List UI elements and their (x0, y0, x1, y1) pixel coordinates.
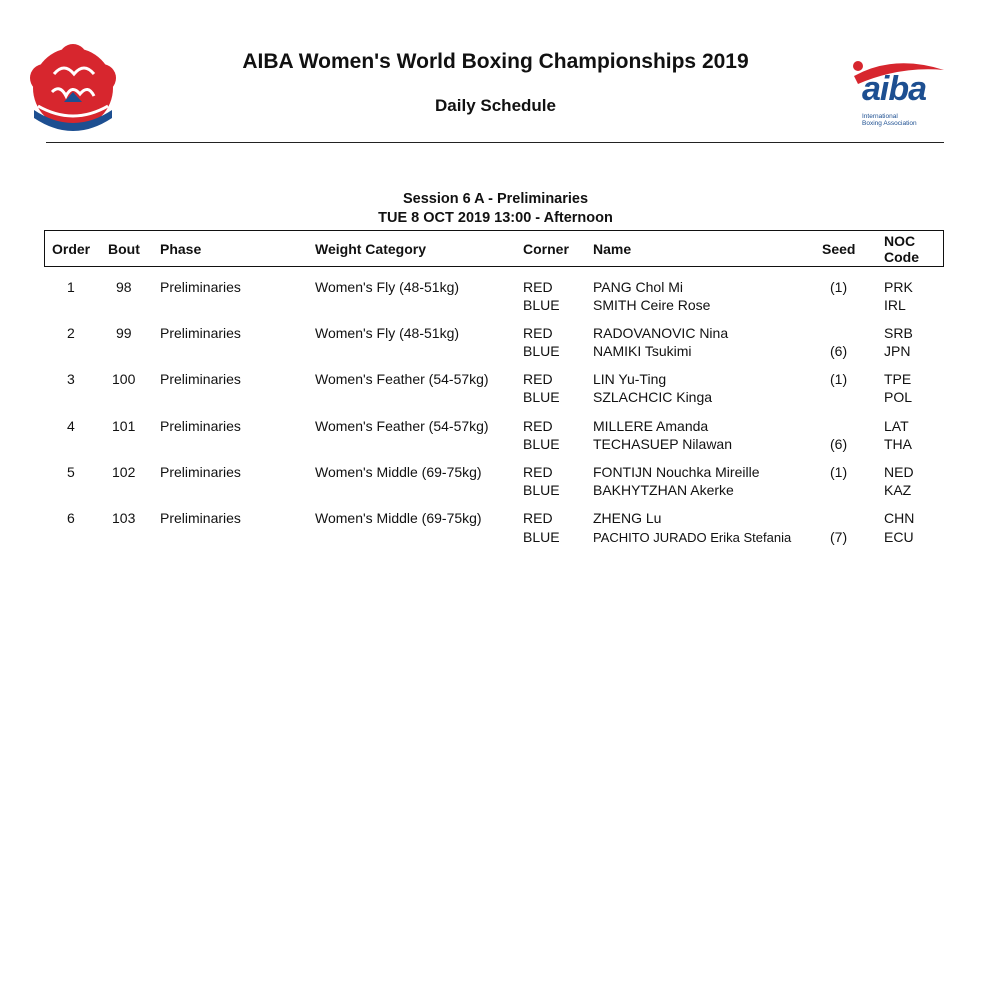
session-name: Session 6 A - Preliminaries (402, 191, 589, 207)
noc-blue: ECU (884, 529, 914, 545)
bout-order: 6 (67, 510, 75, 526)
seed-red: (1) (830, 464, 848, 480)
seed-red: (1) (830, 279, 848, 295)
bout-phase: Preliminaries (160, 279, 241, 295)
bout-number: 103 (112, 510, 136, 526)
bout-phase: Preliminaries (160, 371, 241, 387)
corner-red: RED (523, 510, 553, 526)
bout-number: 101 (112, 418, 136, 434)
bout-number: 99 (116, 325, 132, 341)
col-noc-header: NOC Code (884, 233, 919, 265)
boxer-name-blue: TECHASUEP Nilawan (593, 436, 733, 452)
bout-weight: Women's Feather (54-57kg) (315, 418, 489, 434)
bout-phase: Preliminaries (160, 325, 241, 341)
boxer-name-blue: SMITH Ceire Rose (593, 297, 711, 313)
bout-order: 3 (67, 371, 75, 387)
col-weight-header: Weight Category (315, 241, 426, 257)
boxer-name-blue: PACHITO JURADO Erika Stefania (593, 530, 792, 545)
corner-red: RED (523, 464, 553, 480)
seed-blue: (7) (830, 529, 848, 545)
bout-order: 1 (67, 279, 75, 295)
boxer-name-blue: BAKHYTZHAN Akerke (593, 482, 734, 498)
bout-weight: Women's Fly (48-51kg) (315, 279, 460, 295)
corner-blue: BLUE (523, 389, 560, 405)
seed-blue: (6) (830, 343, 848, 359)
boxer-name-red: ZHENG Lu (593, 510, 662, 526)
noc-blue: KAZ (884, 482, 912, 498)
boxer-name-blue: NAMIKI Tsukimi (593, 343, 692, 359)
corner-red: RED (523, 371, 553, 387)
bout-phase: Preliminaries (160, 464, 241, 480)
noc-red: LAT (884, 418, 909, 434)
noc-blue: IRL (884, 297, 906, 313)
bout-weight: Women's Fly (48-51kg) (315, 325, 460, 341)
boxer-name-red: PANG Chol Mi (593, 279, 683, 295)
col-bout-header: Bout (108, 241, 140, 257)
corner-blue: BLUE (523, 343, 560, 359)
col-order-header: Order (52, 241, 91, 257)
noc-red: TPE (884, 371, 912, 387)
noc-red: SRB (884, 325, 913, 341)
corner-blue: BLUE (523, 297, 560, 313)
col-corner-header: Corner (523, 241, 569, 257)
noc-red: NED (884, 464, 914, 480)
bout-order: 5 (67, 464, 75, 480)
corner-blue: BLUE (523, 482, 560, 498)
noc-red: PRK (884, 279, 913, 295)
bout-number: 98 (116, 279, 132, 295)
col-seed-header: Seed (822, 241, 856, 257)
bout-weight: Women's Middle (69-75kg) (315, 464, 482, 480)
aiba-logo-subtitle: International Boxing Association (862, 113, 917, 127)
corner-red: RED (523, 279, 553, 295)
aiba-logo-text: aiba (862, 70, 927, 108)
bout-weight: Women's Middle (69-75kg) (315, 510, 482, 526)
noc-blue: POL (884, 389, 913, 405)
session-datetime: TUE 8 OCT 2019 13:00 - Afternoon (378, 210, 613, 226)
corner-blue: BLUE (523, 529, 560, 545)
document-subtitle: Daily Schedule (435, 96, 556, 115)
noc-blue: JPN (884, 343, 911, 359)
bout-phase: Preliminaries (160, 510, 241, 526)
document-title: AIBA Women's World Boxing Championships 2019 (242, 50, 749, 73)
boxer-name-red: RADOVANOVIC Nina (593, 325, 729, 341)
seed-blue: (6) (830, 436, 848, 452)
corner-blue: BLUE (523, 436, 560, 452)
boxer-name-red: MILLERE Amanda (593, 418, 709, 434)
seed-red: (1) (830, 371, 848, 387)
boxer-name-red: FONTIJN Nouchka Mireille (593, 464, 760, 480)
header-divider (46, 142, 944, 143)
boxer-name-blue: SZLACHCIC Kinga (593, 389, 713, 405)
boxer-name-red: LIN Yu-Ting (593, 371, 667, 387)
bout-order: 4 (67, 418, 75, 434)
noc-blue: THA (884, 436, 912, 452)
col-name-header: Name (593, 241, 632, 257)
corner-red: RED (523, 418, 553, 434)
noc-red: CHN (884, 510, 915, 526)
col-phase-header: Phase (160, 241, 202, 257)
bout-number: 100 (112, 371, 136, 387)
corner-red: RED (523, 325, 553, 341)
bout-phase: Preliminaries (160, 418, 241, 434)
bout-order: 2 (67, 325, 75, 341)
bout-weight: Women's Feather (54-57kg) (315, 371, 489, 387)
bout-number: 102 (112, 464, 136, 480)
